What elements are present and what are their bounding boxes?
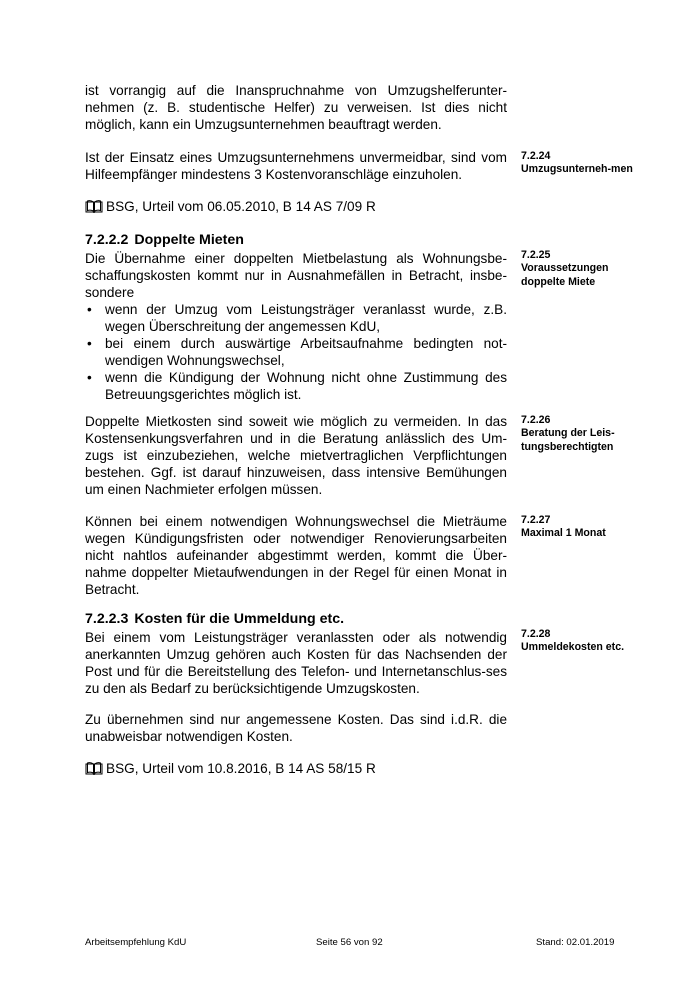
list-item	[85, 301, 507, 335]
list-item-text: bei einem durch auswärtige Arbeitsaufnahme bedingten not-wendigen Wohnungswechsel,	[105, 336, 507, 368]
margin-note-number: 7.2.24	[521, 150, 551, 162]
margin-note-title: Umzugsunterneh-men	[521, 163, 633, 176]
margin-note-title: Ummeldekosten etc.	[521, 641, 625, 654]
margin-note-title: Maximal 1 Monat	[521, 527, 606, 540]
margin-note-7-2-24	[521, 150, 641, 177]
margin-note-title: Voraussetzungen doppelte Miete	[521, 262, 609, 288]
section-title: Doppelte Mieten	[134, 232, 244, 248]
paragraph-intro: Die Übernahme einer doppelten Mietbelastung als Wohnungsbe-schaffungskosten kommt nur in Ausnahmefällen in Betracht, insbe-sondere	[85, 251, 507, 300]
margin-note-7-2-26	[521, 414, 641, 454]
bullet-icon: •	[87, 302, 92, 317]
margin-note-title: Beratung der Leis-tungsberechtigten	[521, 427, 615, 453]
open-book-icon	[85, 762, 103, 775]
list-item	[85, 369, 507, 403]
section-heading-doppelte-mieten	[85, 231, 507, 249]
bullet-icon: •	[87, 336, 92, 351]
margin-note-number: 7.2.25	[521, 249, 551, 261]
paragraph-doppelte-mieten	[85, 250, 507, 403]
margin-note-7-2-25	[521, 249, 641, 289]
footer-page-number: Seite 56 von 92	[316, 937, 383, 948]
margin-note-7-2-27	[521, 514, 641, 541]
list-item-text: wenn der Umzug vom Leistungsträger veranlasst wurde, z.B. wegen Überschreitung der angemessen KdU,	[105, 302, 507, 334]
footer-date: Stand: 02.01.2019	[536, 937, 615, 948]
margin-note-number: 7.2.26	[521, 414, 551, 426]
section-number: 7.2.2.2	[85, 232, 129, 248]
paragraph-maximal-ein-monat: Können bei einem notwendigen Wohnungswechsel die Mieträume wegen Kündigungsfristen oder notwendiger Renovierungsarbeiten nicht nahtlos aufeinander abgestimmt werden, kommt die Über-nahme doppelter Mietaufwendungen in der Regel für einen Monat in Betracht.	[85, 514, 507, 597]
footer-document-title: Arbeitsempfehlung KdU	[85, 937, 187, 948]
list-item-text: wenn die Kündigung der Wohnung nicht ohne Zustimmung des Betreuungsgerichtes möglich ist.	[105, 370, 507, 402]
citation-bsg-2010	[85, 198, 507, 215]
paragraph-kostenvoranschlaege: Ist der Einsatz eines Umzugsunternehmens unvermeidbar, sind vom Hilfeempfänger mindestens 3 Kostenvoranschläge einzuholen.	[85, 150, 507, 182]
bullet-icon: •	[87, 370, 92, 385]
paragraph-ummeldekosten: Bei einem vom Leistungsträger veranlassten oder als notwendig anerkannten Umzug gehören auch Kosten für das Nachsenden der Post und für die Bereitstellung des Telefon- und Internetanschlus-ses zu den als Bedarf zu berücksichtigende Umzugskosten.	[85, 630, 507, 696]
paragraph-umzugshelfer: ist vorrangig auf die Inanspruchnahme von Umzugshelferunter-nehmen (z. B. studentische Helfer) zu verweisen. Ist dies nicht möglich, kann ein Umzugsunternehmen beauftragt werden.	[85, 83, 507, 132]
section-number: 7.2.2.3	[85, 611, 129, 627]
list-item	[85, 335, 507, 369]
margin-note-7-2-28	[521, 628, 641, 655]
section-heading-ummeldung	[85, 610, 507, 628]
margin-note-number: 7.2.27	[521, 514, 551, 526]
citation-bsg-2016	[85, 760, 507, 777]
citation-text: BSG, Urteil vom 10.8.2016, B 14 AS 58/15 R	[106, 761, 376, 776]
citation-text: BSG, Urteil vom 06.05.2010, B 14 AS 7/09 R	[106, 199, 376, 214]
paragraph-angemessene-kosten: Zu übernehmen sind nur angemessene Kosten. Das sind i.d.R. die unabweisbar notwendigen Kosten.	[85, 712, 507, 744]
open-book-icon	[85, 200, 103, 213]
bullet-list-voraussetzungen	[85, 301, 507, 403]
margin-note-number: 7.2.28	[521, 628, 551, 640]
section-title: Kosten für die Ummeldung etc.	[134, 611, 345, 627]
paragraph-beratung: Doppelte Mietkosten sind soweit wie möglich zu vermeiden. In das Kostensenkungsverfahren und in die Beratung anlässlich des Um-zugs ist einzubeziehen, welche mietvertraglichen Verpflichtungen bestehen. Ggf. ist darauf hinzuweisen, dass intensive Bemühungen um einen Nachmieter erfolgen müssen.	[85, 414, 507, 497]
